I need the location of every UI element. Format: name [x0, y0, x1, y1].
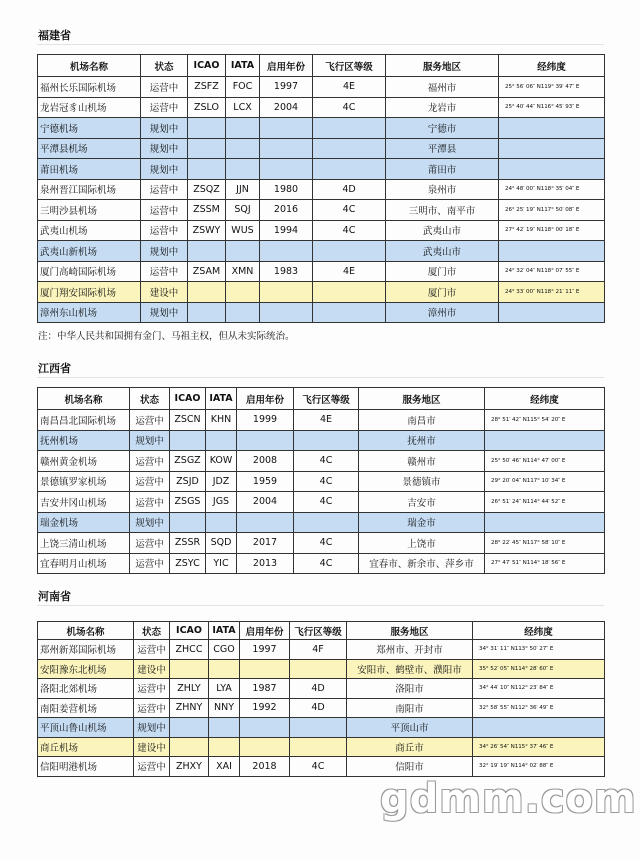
airport-name: 安阳豫东北机场 — [38, 659, 134, 679]
icao-code — [188, 302, 226, 323]
iata-code: LCX — [226, 97, 260, 118]
opening-year: 1987 — [240, 679, 290, 699]
icao-code: ZSFZ — [188, 77, 226, 98]
table-row — [38, 553, 605, 574]
aerodrome-grade: 4D — [290, 679, 347, 699]
airport-status: 规划中 — [141, 138, 188, 159]
icao-code — [170, 512, 206, 533]
iata-code — [226, 118, 260, 139]
opening-year: 2013 — [237, 553, 294, 574]
header-name: 机场名称 — [38, 622, 134, 640]
coordinates: 32° 19′ 19″ N114° 02′ 88″ E — [473, 757, 605, 777]
icao-code — [170, 737, 209, 757]
airport-status: 运营中 — [134, 698, 170, 718]
coordinates: 34° 26′ 54″ N115° 37′ 46″ E — [473, 737, 605, 757]
opening-year — [237, 512, 294, 533]
airport-name: 信阳明港机场 — [38, 757, 134, 777]
icao-code: ZSLO — [188, 97, 226, 118]
aerodrome-grade — [313, 138, 386, 159]
opening-year: 2004 — [260, 97, 313, 118]
airport-name: 商丘机场 — [38, 737, 134, 757]
opening-year — [240, 737, 290, 757]
coordinates: 34° 44′ 10″ N112° 23′ 84″ E — [473, 679, 605, 699]
opening-year — [240, 718, 290, 738]
aerodrome-grade — [313, 241, 386, 262]
icao-code: ZHXY — [170, 757, 209, 777]
service-region: 宜春市、新余市、萍乡市 — [359, 553, 485, 574]
airport-name: 南阳姜营机场 — [38, 698, 134, 718]
service-region: 武夷山市 — [386, 241, 499, 262]
airport-status: 运营中 — [134, 679, 170, 699]
service-region: 吉安市 — [359, 492, 485, 513]
iata-code — [206, 430, 237, 451]
header-grade: 飞行区等级 — [290, 622, 347, 640]
icao-code: ZSWY — [188, 220, 226, 241]
aerodrome-grade: 4E — [313, 261, 386, 282]
table-body — [38, 410, 605, 574]
opening-year: 1997 — [240, 640, 290, 660]
section-title: 河南省 — [37, 589, 604, 606]
header-name: 机场名称 — [38, 55, 141, 77]
table-row — [38, 679, 605, 699]
icao-code — [188, 282, 226, 303]
service-region: 厦门市 — [386, 261, 499, 282]
table-header-row — [38, 388, 605, 410]
iata-code — [209, 659, 240, 679]
table-header-row — [38, 55, 605, 77]
table-body — [38, 77, 605, 323]
iata-code: LYA — [209, 679, 240, 699]
coordinates: 24° 48′ 00″ N118° 35′ 04″ E — [499, 179, 605, 200]
opening-year: 1999 — [237, 410, 294, 431]
icao-code — [170, 718, 209, 738]
table-row — [38, 200, 605, 221]
airport-name: 泉州晋江国际机场 — [38, 179, 141, 200]
airport-status: 运营中 — [130, 451, 170, 472]
airport-status: 运营中 — [141, 179, 188, 200]
iata-code — [209, 737, 240, 757]
iata-code: SQJ — [226, 200, 260, 221]
iata-code: KOW — [206, 451, 237, 472]
airport-status: 建设中 — [134, 659, 170, 679]
table-row — [38, 533, 605, 554]
table-row — [38, 118, 605, 139]
table-row — [38, 77, 605, 98]
section-title: 福建省 — [37, 28, 604, 45]
icao-code: ZSSM — [188, 200, 226, 221]
airport-status: 运营中 — [130, 471, 170, 492]
table-row — [38, 302, 605, 323]
opening-year: 1992 — [240, 698, 290, 718]
airport-status: 建设中 — [141, 282, 188, 303]
iata-code: JDZ — [206, 471, 237, 492]
icao-code: ZSJD — [170, 471, 206, 492]
header-region: 服务地区 — [386, 55, 499, 77]
icao-code: ZHCC — [170, 640, 209, 660]
aerodrome-grade: 4C — [313, 97, 386, 118]
service-region: 武夷山市 — [386, 220, 499, 241]
aerodrome-grade — [294, 512, 359, 533]
coordinates — [499, 118, 605, 139]
airport-status: 规划中 — [141, 159, 188, 180]
airport-status: 运营中 — [141, 220, 188, 241]
airport-status: 运营中 — [130, 492, 170, 513]
table-row — [38, 698, 605, 718]
table-row — [38, 659, 605, 679]
iata-code: JJN — [226, 179, 260, 200]
header-year: 启用年份 — [260, 55, 313, 77]
coordinates: 24° 32′ 04″ N118° 07′ 55″ E — [499, 261, 605, 282]
airport-name: 平潭县机场 — [38, 138, 141, 159]
service-region: 安阳市、鹤壁市、濮阳市 — [347, 659, 473, 679]
icao-code — [170, 659, 209, 679]
table-row — [38, 451, 605, 472]
section-title: 江西省 — [37, 361, 604, 378]
airport-status: 运营中 — [134, 640, 170, 660]
coordinates — [499, 138, 605, 159]
aerodrome-grade: 4C — [294, 451, 359, 472]
airport-name: 洛阳北郊机场 — [38, 679, 134, 699]
airport-name: 三明沙县机场 — [38, 200, 141, 221]
aerodrome-grade: 4C — [294, 553, 359, 574]
header-icao: ICAO — [170, 388, 206, 410]
icao-code: ZSGS — [170, 492, 206, 513]
coordinates: 35° 52′ 05″ N114° 28′ 60″ E — [473, 659, 605, 679]
table-row — [38, 471, 605, 492]
iata-code: FOC — [226, 77, 260, 98]
header-year: 启用年份 — [237, 388, 294, 410]
service-region: 上饶市 — [359, 533, 485, 554]
opening-year — [237, 430, 294, 451]
header-coord: 经纬度 — [499, 55, 605, 77]
airport-status: 规划中 — [130, 512, 170, 533]
iata-code: SQD — [206, 533, 237, 554]
airport-name: 抚州机场 — [38, 430, 130, 451]
iata-code: CGO — [209, 640, 240, 660]
iata-code: XAI — [209, 757, 240, 777]
table-row — [38, 512, 605, 533]
airport-status: 规划中 — [141, 118, 188, 139]
table-row — [38, 97, 605, 118]
opening-year: 2016 — [260, 200, 313, 221]
coordinates — [499, 302, 605, 323]
airport-table — [37, 621, 605, 777]
aerodrome-grade: 4C — [294, 533, 359, 554]
airport-name: 宜春明月山机场 — [38, 553, 130, 574]
aerodrome-grade: 4C — [294, 471, 359, 492]
service-region: 平潭县 — [386, 138, 499, 159]
opening-year — [260, 282, 313, 303]
airport-status: 运营中 — [130, 553, 170, 574]
icao-code: ZSAM — [188, 261, 226, 282]
opening-year — [260, 159, 313, 180]
opening-year: 1959 — [237, 471, 294, 492]
header-status: 状态 — [134, 622, 170, 640]
header-year: 启用年份 — [240, 622, 290, 640]
section-jiangxi — [37, 361, 604, 574]
table-row — [38, 179, 605, 200]
icao-code: ZSQZ — [188, 179, 226, 200]
iata-code: NNY — [209, 698, 240, 718]
service-region: 莆田市 — [386, 159, 499, 180]
aerodrome-grade: 4F — [290, 640, 347, 660]
service-region: 平顶山市 — [347, 718, 473, 738]
aerodrome-grade: 4C — [313, 200, 386, 221]
service-region: 洛阳市 — [347, 679, 473, 699]
coordinates — [499, 159, 605, 180]
section-henan — [37, 589, 604, 777]
airport-name: 厦门高崎国际机场 — [38, 261, 141, 282]
airport-name: 福州长乐国际机场 — [38, 77, 141, 98]
service-region: 漳州市 — [386, 302, 499, 323]
header-status: 状态 — [130, 388, 170, 410]
service-region: 瑞金市 — [359, 512, 485, 533]
coordinates: 24° 33′ 00″ N118° 21′ 11″ E — [499, 282, 605, 303]
header-name: 机场名称 — [38, 388, 130, 410]
aerodrome-grade: 4E — [294, 410, 359, 431]
airport-status: 运营中 — [134, 757, 170, 777]
coordinates: 27° 47′ 51″ N114° 18′ 56″ E — [485, 553, 605, 574]
icao-code: ZSCN — [170, 410, 206, 431]
icao-code — [188, 241, 226, 262]
header-coord: 经纬度 — [473, 622, 605, 640]
airport-status: 规划中 — [130, 430, 170, 451]
iata-code: JGS — [206, 492, 237, 513]
service-region: 泉州市 — [386, 179, 499, 200]
aerodrome-grade: 4D — [290, 698, 347, 718]
service-region: 南阳市 — [347, 698, 473, 718]
icao-code: ZSYC — [170, 553, 206, 574]
aerodrome-grade — [313, 282, 386, 303]
coordinates: 27° 42′ 19″ N118° 00′ 18″ E — [499, 220, 605, 241]
airport-name: 龙岩冠豸山机场 — [38, 97, 141, 118]
coordinates: 34° 31′ 11″ N113° 50′ 27″ E — [473, 640, 605, 660]
aerodrome-grade: 4E — [313, 77, 386, 98]
aerodrome-grade: 4C — [290, 757, 347, 777]
coordinates — [485, 430, 605, 451]
airport-name: 瑞金机场 — [38, 512, 130, 533]
opening-year — [260, 118, 313, 139]
coordinates: 26° 51′ 24″ N114° 44′ 52″ E — [485, 492, 605, 513]
aerodrome-grade — [313, 159, 386, 180]
coordinates: 25° 40′ 44″ N116° 45′ 93″ E — [499, 97, 605, 118]
opening-year: 1997 — [260, 77, 313, 98]
aerodrome-grade — [290, 659, 347, 679]
service-region: 福州市 — [386, 77, 499, 98]
iata-code — [226, 302, 260, 323]
header-iata: IATA — [209, 622, 240, 640]
iata-code — [226, 241, 260, 262]
table-row — [38, 757, 605, 777]
table-row — [38, 138, 605, 159]
airport-name: 郑州新郑国际机场 — [38, 640, 134, 660]
header-icao: ICAO — [188, 55, 226, 77]
airport-name: 武夷山机场 — [38, 220, 141, 241]
table-row — [38, 430, 605, 451]
aerodrome-grade — [294, 430, 359, 451]
airport-table — [37, 387, 605, 574]
service-region: 赣州市 — [359, 451, 485, 472]
table-row — [38, 718, 605, 738]
aerodrome-grade: 4C — [294, 492, 359, 513]
table-row — [38, 640, 605, 660]
icao-code — [170, 430, 206, 451]
service-region: 南昌市 — [359, 410, 485, 431]
table-row — [38, 737, 605, 757]
opening-year: 1983 — [260, 261, 313, 282]
opening-year — [260, 302, 313, 323]
coordinates — [499, 241, 605, 262]
service-region: 信阳市 — [347, 757, 473, 777]
header-icao: ICAO — [170, 622, 209, 640]
opening-year: 2008 — [237, 451, 294, 472]
iata-code — [206, 512, 237, 533]
aerodrome-grade — [290, 737, 347, 757]
opening-year — [260, 138, 313, 159]
service-region: 景德镇市 — [359, 471, 485, 492]
coordinates: 25° 50′ 46″ N114° 47′ 00″ E — [485, 451, 605, 472]
table-row — [38, 241, 605, 262]
icao-code: ZSSR — [170, 533, 206, 554]
iata-code — [226, 282, 260, 303]
coordinates — [473, 718, 605, 738]
airport-name: 宁德机场 — [38, 118, 141, 139]
aerodrome-grade: 4D — [313, 179, 386, 200]
header-status: 状态 — [141, 55, 188, 77]
coordinates: 26° 25′ 19″ N117° 50′ 08″ E — [499, 200, 605, 221]
icao-code — [188, 138, 226, 159]
airport-status: 规划中 — [134, 718, 170, 738]
iata-code — [226, 159, 260, 180]
header-coord: 经纬度 — [485, 388, 605, 410]
airport-status: 运营中 — [141, 97, 188, 118]
table-row — [38, 410, 605, 431]
table-header-row — [38, 622, 605, 640]
airport-name: 武夷山新机场 — [38, 241, 141, 262]
section-fujian — [37, 28, 604, 342]
service-region: 郑州市、开封市 — [347, 640, 473, 660]
coordinates: 28° 22′ 45″ N117° 58′ 10″ E — [485, 533, 605, 554]
iata-code: WUS — [226, 220, 260, 241]
table-body — [38, 640, 605, 777]
airport-status: 运营中 — [141, 77, 188, 98]
airport-name: 南昌昌北国际机场 — [38, 410, 130, 431]
table-row — [38, 492, 605, 513]
service-region: 宁德市 — [386, 118, 499, 139]
airport-name: 赣州黄金机场 — [38, 451, 130, 472]
iata-code: KHN — [206, 410, 237, 431]
iata-code — [209, 718, 240, 738]
table-row — [38, 220, 605, 241]
airport-status: 运营中 — [130, 533, 170, 554]
airport-status: 规划中 — [141, 241, 188, 262]
opening-year: 1980 — [260, 179, 313, 200]
airport-status: 运营中 — [130, 410, 170, 431]
aerodrome-grade: 4C — [313, 220, 386, 241]
service-region: 厦门市 — [386, 282, 499, 303]
opening-year — [240, 659, 290, 679]
table-row — [38, 159, 605, 180]
opening-year: 2018 — [240, 757, 290, 777]
watermark: gdmm.com — [380, 776, 637, 822]
header-region: 服务地区 — [359, 388, 485, 410]
opening-year: 1994 — [260, 220, 313, 241]
airport-status: 运营中 — [141, 261, 188, 282]
icao-code — [188, 118, 226, 139]
airport-status: 规划中 — [141, 302, 188, 323]
airport-name: 莆田机场 — [38, 159, 141, 180]
coordinates: 29° 20′ 04″ N117° 10′ 34″ E — [485, 471, 605, 492]
opening-year: 2004 — [237, 492, 294, 513]
opening-year — [260, 241, 313, 262]
aerodrome-grade — [290, 718, 347, 738]
service-region: 商丘市 — [347, 737, 473, 757]
service-region: 龙岩市 — [386, 97, 499, 118]
table-row — [38, 261, 605, 282]
iata-code: XMN — [226, 261, 260, 282]
airport-status: 运营中 — [141, 200, 188, 221]
airport-status: 建设中 — [134, 737, 170, 757]
coordinates: 28° 51′ 42″ N115° 54′ 20″ E — [485, 410, 605, 431]
aerodrome-grade — [313, 118, 386, 139]
opening-year: 2017 — [237, 533, 294, 554]
service-region: 抚州市 — [359, 430, 485, 451]
airport-table — [37, 54, 605, 323]
coordinates: 25° 56′ 06″ N119° 39′ 47″ E — [499, 77, 605, 98]
aerodrome-grade — [313, 302, 386, 323]
header-iata: IATA — [206, 388, 237, 410]
airport-name: 上饶三清山机场 — [38, 533, 130, 554]
service-region: 三明市、南平市 — [386, 200, 499, 221]
airport-name: 景德镇罗家机场 — [38, 471, 130, 492]
airport-name: 漳州东山机场 — [38, 302, 141, 323]
icao-code: ZHLY — [170, 679, 209, 699]
header-region: 服务地区 — [347, 622, 473, 640]
header-iata: IATA — [226, 55, 260, 77]
header-grade: 飞行区等级 — [294, 388, 359, 410]
header-grade: 飞行区等级 — [313, 55, 386, 77]
iata-code — [226, 138, 260, 159]
coordinates: 32° 58′ 55″ N112° 36′ 49″ E — [473, 698, 605, 718]
icao-code: ZSGZ — [170, 451, 206, 472]
iata-code: YIC — [206, 553, 237, 574]
airport-name: 平顶山鲁山机场 — [38, 718, 134, 738]
coordinates — [485, 512, 605, 533]
airport-name: 吉安井冈山机场 — [38, 492, 130, 513]
airport-name: 厦门翔安国际机场 — [38, 282, 141, 303]
icao-code — [188, 159, 226, 180]
table-row — [38, 282, 605, 303]
icao-code: ZHNY — [170, 698, 209, 718]
sovereignty-note: 注：中华人民共和国拥有金门、马祖主权，但从未实际统治。 — [38, 331, 295, 342]
